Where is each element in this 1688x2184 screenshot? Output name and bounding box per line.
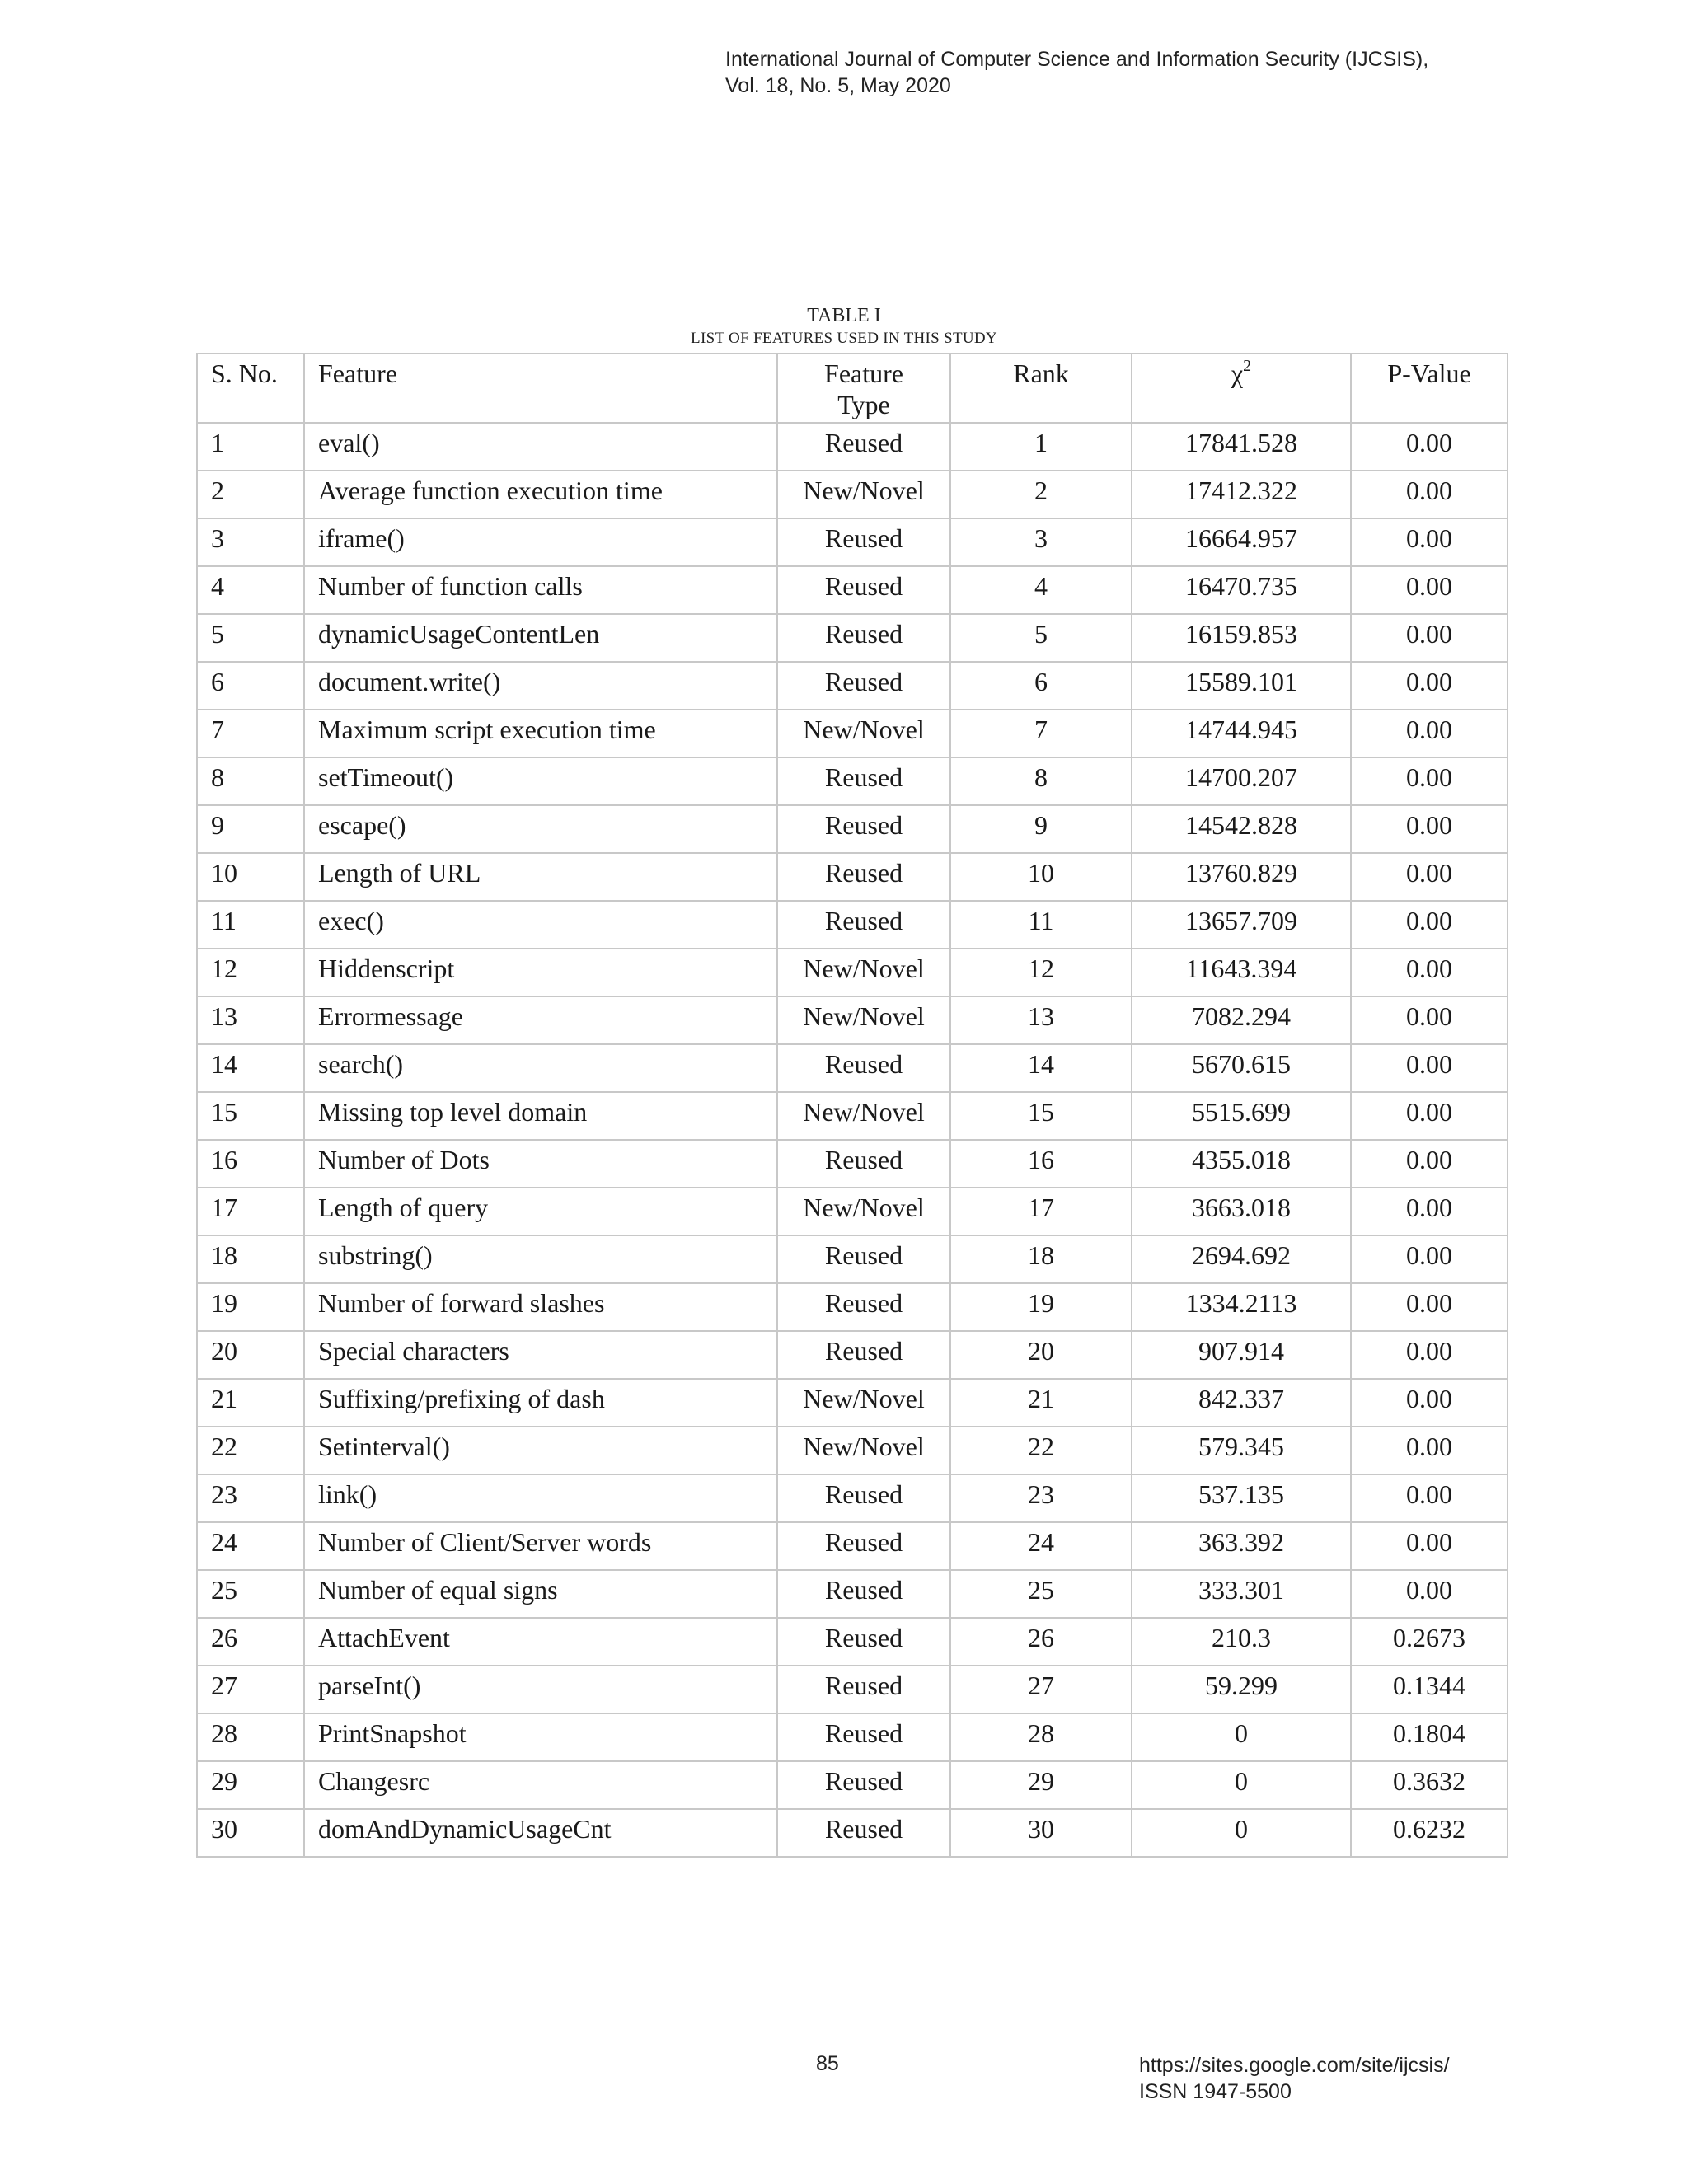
cell-chi-square: 15589.101	[1132, 662, 1351, 710]
cell-chi-square: 0	[1132, 1809, 1351, 1857]
journal-header	[725, 46, 1428, 99]
cell-rank: 13	[950, 996, 1132, 1044]
cell-sno: 25	[197, 1570, 304, 1618]
cell-pvalue: 0.00	[1351, 1427, 1507, 1474]
cell-feature: Number of forward slashes	[304, 1283, 777, 1331]
cell-feature: search()	[304, 1044, 777, 1092]
cell-feature-type: Reused	[777, 423, 950, 471]
cell-rank: 30	[950, 1809, 1132, 1857]
cell-chi-square: 2694.692	[1132, 1235, 1351, 1283]
table-row	[197, 901, 1507, 949]
features-table	[196, 353, 1508, 1858]
column-header-feature-type-line-2: Type	[837, 390, 890, 419]
table-row	[197, 1666, 1507, 1713]
cell-pvalue: 0.00	[1351, 423, 1507, 471]
cell-feature: Missing top level domain	[304, 1092, 777, 1140]
cell-sno: 19	[197, 1283, 304, 1331]
cell-sno: 5	[197, 614, 304, 662]
cell-pvalue: 0.00	[1351, 614, 1507, 662]
cell-sno: 10	[197, 853, 304, 901]
cell-pvalue: 0.00	[1351, 757, 1507, 805]
cell-feature-type: Reused	[777, 518, 950, 566]
cell-feature-type: New/Novel	[777, 949, 950, 996]
cell-rank: 23	[950, 1474, 1132, 1522]
table-title: LIST OF FEATURES USED IN THIS STUDY	[691, 330, 997, 347]
cell-pvalue: 0.00	[1351, 996, 1507, 1044]
cell-sno: 8	[197, 757, 304, 805]
cell-feature: AttachEvent	[304, 1618, 777, 1666]
cell-pvalue: 0.00	[1351, 1140, 1507, 1188]
cell-feature: Length of URL	[304, 853, 777, 901]
cell-feature: exec()	[304, 901, 777, 949]
cell-feature-type: Reused	[777, 1140, 950, 1188]
cell-sno: 28	[197, 1713, 304, 1761]
cell-pvalue: 0.00	[1351, 710, 1507, 757]
cell-feature: Hiddenscript	[304, 949, 777, 996]
table-number: TABLE I	[807, 305, 881, 326]
cell-rank: 15	[950, 1092, 1132, 1140]
table-row	[197, 471, 1507, 518]
cell-rank: 4	[950, 566, 1132, 614]
cell-feature-type: New/Novel	[777, 471, 950, 518]
table-row	[197, 1713, 1507, 1761]
cell-feature: substring()	[304, 1235, 777, 1283]
cell-feature-type: New/Novel	[777, 1427, 950, 1474]
cell-feature: PrintSnapshot	[304, 1713, 777, 1761]
footer-url: https://sites.google.com/site/ijcsis/	[1139, 2054, 1450, 2077]
table-row	[197, 1379, 1507, 1427]
cell-feature-type: Reused	[777, 757, 950, 805]
cell-rank: 7	[950, 710, 1132, 757]
cell-sno: 3	[197, 518, 304, 566]
cell-rank: 3	[950, 518, 1132, 566]
cell-feature-type: Reused	[777, 901, 950, 949]
column-header-pvalue: P-Value	[1351, 354, 1507, 423]
cell-feature-type: Reused	[777, 1522, 950, 1570]
cell-sno: 7	[197, 710, 304, 757]
cell-chi-square: 14744.945	[1132, 710, 1351, 757]
cell-chi-square: 363.392	[1132, 1522, 1351, 1570]
column-header-chi-square	[1132, 354, 1351, 423]
cell-chi-square: 13760.829	[1132, 853, 1351, 901]
cell-feature: Errormessage	[304, 996, 777, 1044]
cell-pvalue: 0.00	[1351, 1283, 1507, 1331]
cell-feature-type: Reused	[777, 1666, 950, 1713]
table-row	[197, 1427, 1507, 1474]
column-header-feature: Feature	[304, 354, 777, 423]
cell-feature: Special characters	[304, 1331, 777, 1379]
cell-feature: setTimeout()	[304, 757, 777, 805]
table-row	[197, 518, 1507, 566]
cell-sno: 21	[197, 1379, 304, 1427]
column-header-feature-type	[777, 354, 950, 423]
cell-rank: 19	[950, 1283, 1132, 1331]
cell-chi-square: 210.3	[1132, 1618, 1351, 1666]
table-row	[197, 1331, 1507, 1379]
cell-rank: 21	[950, 1379, 1132, 1427]
cell-chi-square: 59.299	[1132, 1666, 1351, 1713]
cell-chi-square: 0	[1132, 1761, 1351, 1809]
cell-pvalue: 0.00	[1351, 1235, 1507, 1283]
cell-pvalue: 0.00	[1351, 1092, 1507, 1140]
cell-rank: 8	[950, 757, 1132, 805]
cell-rank: 10	[950, 853, 1132, 901]
cell-feature: document.write()	[304, 662, 777, 710]
cell-rank: 29	[950, 1761, 1132, 1809]
table-row	[197, 805, 1507, 853]
cell-rank: 5	[950, 614, 1132, 662]
cell-chi-square: 17412.322	[1132, 471, 1351, 518]
cell-rank: 27	[950, 1666, 1132, 1713]
table-row	[197, 853, 1507, 901]
cell-feature: Number of equal signs	[304, 1570, 777, 1618]
cell-feature-type: Reused	[777, 1474, 950, 1522]
cell-pvalue: 0.1804	[1351, 1713, 1507, 1761]
cell-chi-square: 16470.735	[1132, 566, 1351, 614]
cell-feature-type: New/Novel	[777, 1188, 950, 1235]
cell-feature: domAndDynamicUsageCnt	[304, 1809, 777, 1857]
cell-chi-square: 3663.018	[1132, 1188, 1351, 1235]
cell-feature-type: New/Novel	[777, 1092, 950, 1140]
table-row	[197, 1092, 1507, 1140]
cell-pvalue: 0.2673	[1351, 1618, 1507, 1666]
cell-feature: Changesrc	[304, 1761, 777, 1809]
cell-sno: 20	[197, 1331, 304, 1379]
chi-symbol: χ	[1231, 359, 1244, 388]
cell-sno: 22	[197, 1427, 304, 1474]
cell-rank: 17	[950, 1188, 1132, 1235]
cell-sno: 11	[197, 901, 304, 949]
cell-feature: parseInt()	[304, 1666, 777, 1713]
table-row	[197, 996, 1507, 1044]
cell-feature: Number of function calls	[304, 566, 777, 614]
cell-feature: Length of query	[304, 1188, 777, 1235]
column-header-sno: S. No.	[197, 354, 304, 423]
cell-feature-type: Reused	[777, 1570, 950, 1618]
cell-feature-type: Reused	[777, 853, 950, 901]
cell-chi-square: 13657.709	[1132, 901, 1351, 949]
cell-rank: 28	[950, 1713, 1132, 1761]
footer-issn: ISSN 1947-5500	[1139, 2080, 1292, 2103]
cell-feature-type: New/Novel	[777, 710, 950, 757]
cell-feature-type: Reused	[777, 1618, 950, 1666]
table-row	[197, 614, 1507, 662]
table-row	[197, 662, 1507, 710]
cell-feature-type: Reused	[777, 566, 950, 614]
table-header-row	[197, 354, 1507, 423]
table-row	[197, 566, 1507, 614]
cell-chi-square: 907.914	[1132, 1331, 1351, 1379]
cell-feature-type: Reused	[777, 1235, 950, 1283]
table-row	[197, 1188, 1507, 1235]
table-row	[197, 757, 1507, 805]
cell-pvalue: 0.1344	[1351, 1666, 1507, 1713]
table-row	[197, 1761, 1507, 1809]
cell-feature-type: Reused	[777, 1761, 950, 1809]
cell-feature: eval()	[304, 423, 777, 471]
cell-sno: 18	[197, 1235, 304, 1283]
table-row	[197, 423, 1507, 471]
cell-chi-square: 333.301	[1132, 1570, 1351, 1618]
cell-rank: 25	[950, 1570, 1132, 1618]
cell-rank: 26	[950, 1618, 1132, 1666]
cell-chi-square: 16664.957	[1132, 518, 1351, 566]
cell-pvalue: 0.00	[1351, 471, 1507, 518]
cell-sno: 2	[197, 471, 304, 518]
cell-feature: Number of Client/Server words	[304, 1522, 777, 1570]
cell-chi-square: 14700.207	[1132, 757, 1351, 805]
cell-rank: 1	[950, 423, 1132, 471]
cell-chi-square: 0	[1132, 1713, 1351, 1761]
cell-chi-square: 7082.294	[1132, 996, 1351, 1044]
cell-pvalue: 0.6232	[1351, 1809, 1507, 1857]
cell-pvalue: 0.00	[1351, 1331, 1507, 1379]
cell-feature-type: Reused	[777, 662, 950, 710]
cell-pvalue: 0.00	[1351, 901, 1507, 949]
table-row	[197, 1618, 1507, 1666]
cell-chi-square: 4355.018	[1132, 1140, 1351, 1188]
cell-sno: 6	[197, 662, 304, 710]
cell-sno: 1	[197, 423, 304, 471]
chi-superscript: 2	[1243, 357, 1252, 375]
cell-chi-square: 16159.853	[1132, 614, 1351, 662]
cell-feature: Number of Dots	[304, 1140, 777, 1188]
cell-chi-square: 842.337	[1132, 1379, 1351, 1427]
cell-pvalue: 0.3632	[1351, 1761, 1507, 1809]
table-row	[197, 949, 1507, 996]
table-body	[197, 423, 1507, 1857]
cell-rank: 2	[950, 471, 1132, 518]
cell-rank: 14	[950, 1044, 1132, 1092]
cell-rank: 11	[950, 901, 1132, 949]
cell-chi-square: 579.345	[1132, 1427, 1351, 1474]
cell-sno: 29	[197, 1761, 304, 1809]
cell-feature: iframe()	[304, 518, 777, 566]
cell-rank: 18	[950, 1235, 1132, 1283]
cell-sno: 26	[197, 1618, 304, 1666]
cell-feature-type: Reused	[777, 1809, 950, 1857]
cell-feature-type: New/Novel	[777, 996, 950, 1044]
cell-rank: 16	[950, 1140, 1132, 1188]
cell-feature-type: Reused	[777, 614, 950, 662]
table-row	[197, 1474, 1507, 1522]
cell-rank: 9	[950, 805, 1132, 853]
cell-pvalue: 0.00	[1351, 949, 1507, 996]
table-row	[197, 710, 1507, 757]
cell-chi-square: 14542.828	[1132, 805, 1351, 853]
cell-pvalue: 0.00	[1351, 1188, 1507, 1235]
cell-feature: dynamicUsageContentLen	[304, 614, 777, 662]
cell-feature: link()	[304, 1474, 777, 1522]
cell-sno: 9	[197, 805, 304, 853]
cell-sno: 13	[197, 996, 304, 1044]
cell-pvalue: 0.00	[1351, 853, 1507, 901]
cell-pvalue: 0.00	[1351, 1474, 1507, 1522]
table-row	[197, 1283, 1507, 1331]
cell-pvalue: 0.00	[1351, 518, 1507, 566]
cell-feature-type: Reused	[777, 1044, 950, 1092]
journal-header-line-1: International Journal of Computer Science and Information Security (IJCSIS),	[725, 48, 1429, 71]
table-row	[197, 1522, 1507, 1570]
cell-sno: 15	[197, 1092, 304, 1140]
cell-pvalue: 0.00	[1351, 1570, 1507, 1618]
cell-pvalue: 0.00	[1351, 1522, 1507, 1570]
cell-chi-square: 11643.394	[1132, 949, 1351, 996]
cell-feature-type: Reused	[777, 1283, 950, 1331]
cell-pvalue: 0.00	[1351, 1044, 1507, 1092]
table-row	[197, 1570, 1507, 1618]
footer-info	[1139, 2052, 1450, 2105]
cell-feature-type: Reused	[777, 1713, 950, 1761]
cell-feature: Maximum script execution time	[304, 710, 777, 757]
cell-sno: 12	[197, 949, 304, 996]
cell-chi-square: 5515.699	[1132, 1092, 1351, 1140]
cell-pvalue: 0.00	[1351, 1379, 1507, 1427]
cell-chi-square: 5670.615	[1132, 1044, 1351, 1092]
table-row	[197, 1140, 1507, 1188]
cell-rank: 12	[950, 949, 1132, 996]
cell-sno: 30	[197, 1809, 304, 1857]
table-row	[197, 1044, 1507, 1092]
cell-rank: 20	[950, 1331, 1132, 1379]
cell-chi-square: 17841.528	[1132, 423, 1351, 471]
cell-sno: 4	[197, 566, 304, 614]
cell-sno: 27	[197, 1666, 304, 1713]
column-header-feature-type-line-1: Feature	[824, 359, 903, 388]
column-header-rank: Rank	[950, 354, 1132, 423]
cell-feature: Suffixing/prefixing of dash	[304, 1379, 777, 1427]
cell-feature-type: New/Novel	[777, 1379, 950, 1427]
cell-sno: 14	[197, 1044, 304, 1092]
table-row	[197, 1809, 1507, 1857]
cell-feature-type: Reused	[777, 1331, 950, 1379]
cell-chi-square: 537.135	[1132, 1474, 1351, 1522]
cell-feature: Average function execution time	[304, 471, 777, 518]
cell-sno: 17	[197, 1188, 304, 1235]
cell-sno: 16	[197, 1140, 304, 1188]
cell-pvalue: 0.00	[1351, 662, 1507, 710]
cell-sno: 23	[197, 1474, 304, 1522]
cell-rank: 22	[950, 1427, 1132, 1474]
table-row	[197, 1235, 1507, 1283]
cell-sno: 24	[197, 1522, 304, 1570]
page-number: 85	[816, 2052, 839, 2075]
cell-feature: escape()	[304, 805, 777, 853]
cell-feature: Setinterval()	[304, 1427, 777, 1474]
cell-rank: 24	[950, 1522, 1132, 1570]
cell-rank: 6	[950, 662, 1132, 710]
cell-chi-square: 1334.2113	[1132, 1283, 1351, 1331]
journal-header-line-2: Vol. 18, No. 5, May 2020	[725, 74, 951, 97]
cell-pvalue: 0.00	[1351, 805, 1507, 853]
cell-feature-type: Reused	[777, 805, 950, 853]
cell-pvalue: 0.00	[1351, 566, 1507, 614]
